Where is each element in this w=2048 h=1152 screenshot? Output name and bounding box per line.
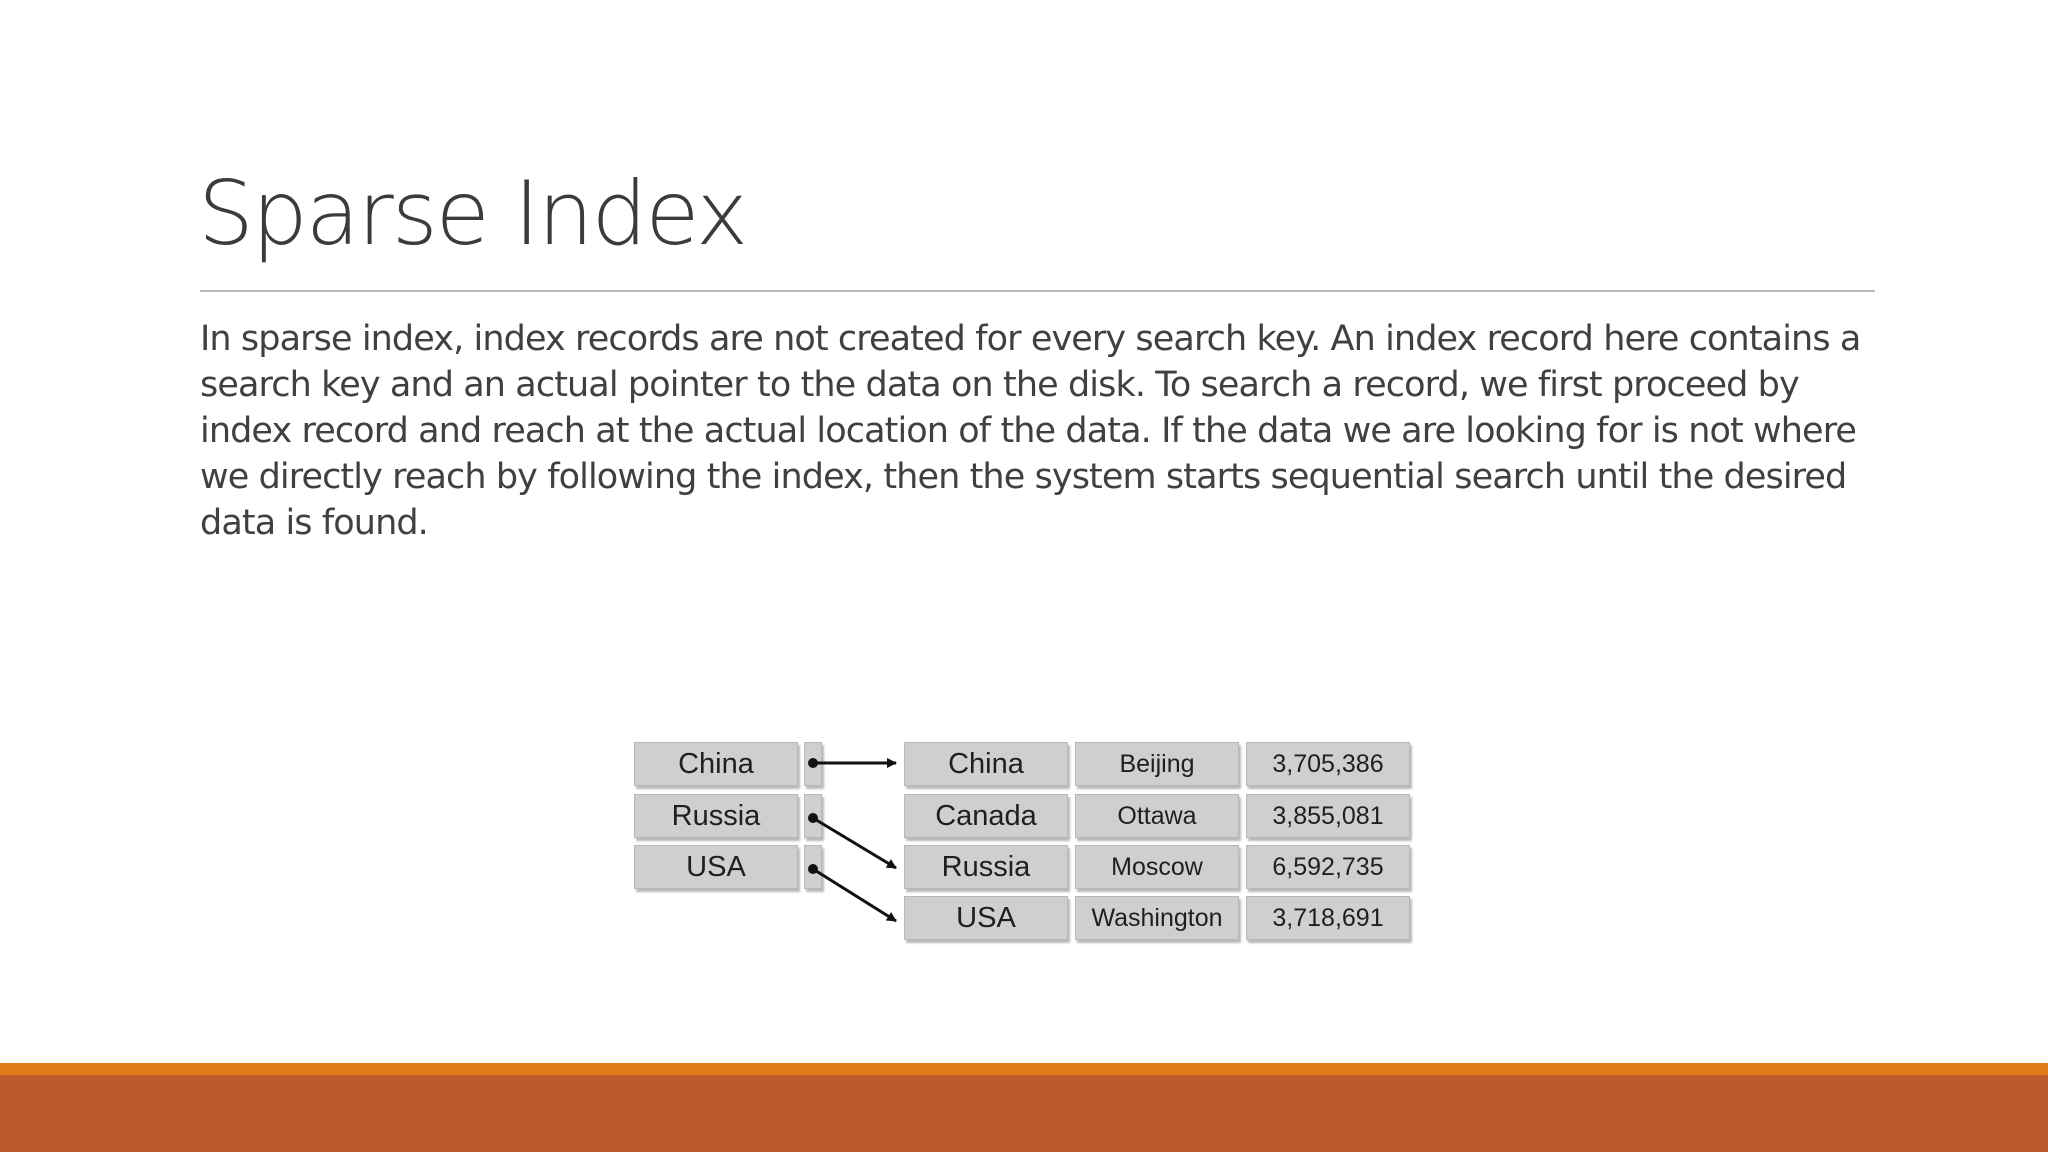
data-population-cell: 3,705,386 [1246,742,1410,786]
data-capital-cell: Beijing [1075,742,1239,786]
index-pointer-cell [804,794,822,838]
footer-accent-stripe [0,1063,2048,1075]
data-population-cell: 3,718,691 [1246,896,1410,940]
data-country-cell: USA [904,896,1068,940]
data-capital-cell: Washington [1075,896,1239,940]
data-capital-cell: Ottawa [1075,794,1239,838]
footer-band [0,1075,2048,1152]
data-country-cell: China [904,742,1068,786]
index-key-cell: USA [634,845,798,889]
slide-title: Sparse Index [198,162,747,265]
data-country-cell: Canada [904,794,1068,838]
slide-body-text: In sparse index, index records are not created for every search key. An index record here contains a search key and an actual pointer to the data on the disk. To search a record, we first proceed by index record and reach at the actual location of the data. If the data we are looking for is not where we directly reach by following the index, then the system starts sequential search until the desired data is found. [200,319,1861,543]
data-population-cell: 3,855,081 [1246,794,1410,838]
index-pointer-cell [804,845,822,889]
index-key-cell: Russia [634,794,798,838]
pointer-line [813,869,896,921]
data-capital-cell: Moscow [1075,845,1239,889]
data-population-cell: 6,592,735 [1246,845,1410,889]
index-pointer-cell [804,742,822,786]
index-key-cell: China [634,742,798,786]
title-divider [200,290,1875,292]
data-country-cell: Russia [904,845,1068,889]
pointer-line [813,818,896,868]
